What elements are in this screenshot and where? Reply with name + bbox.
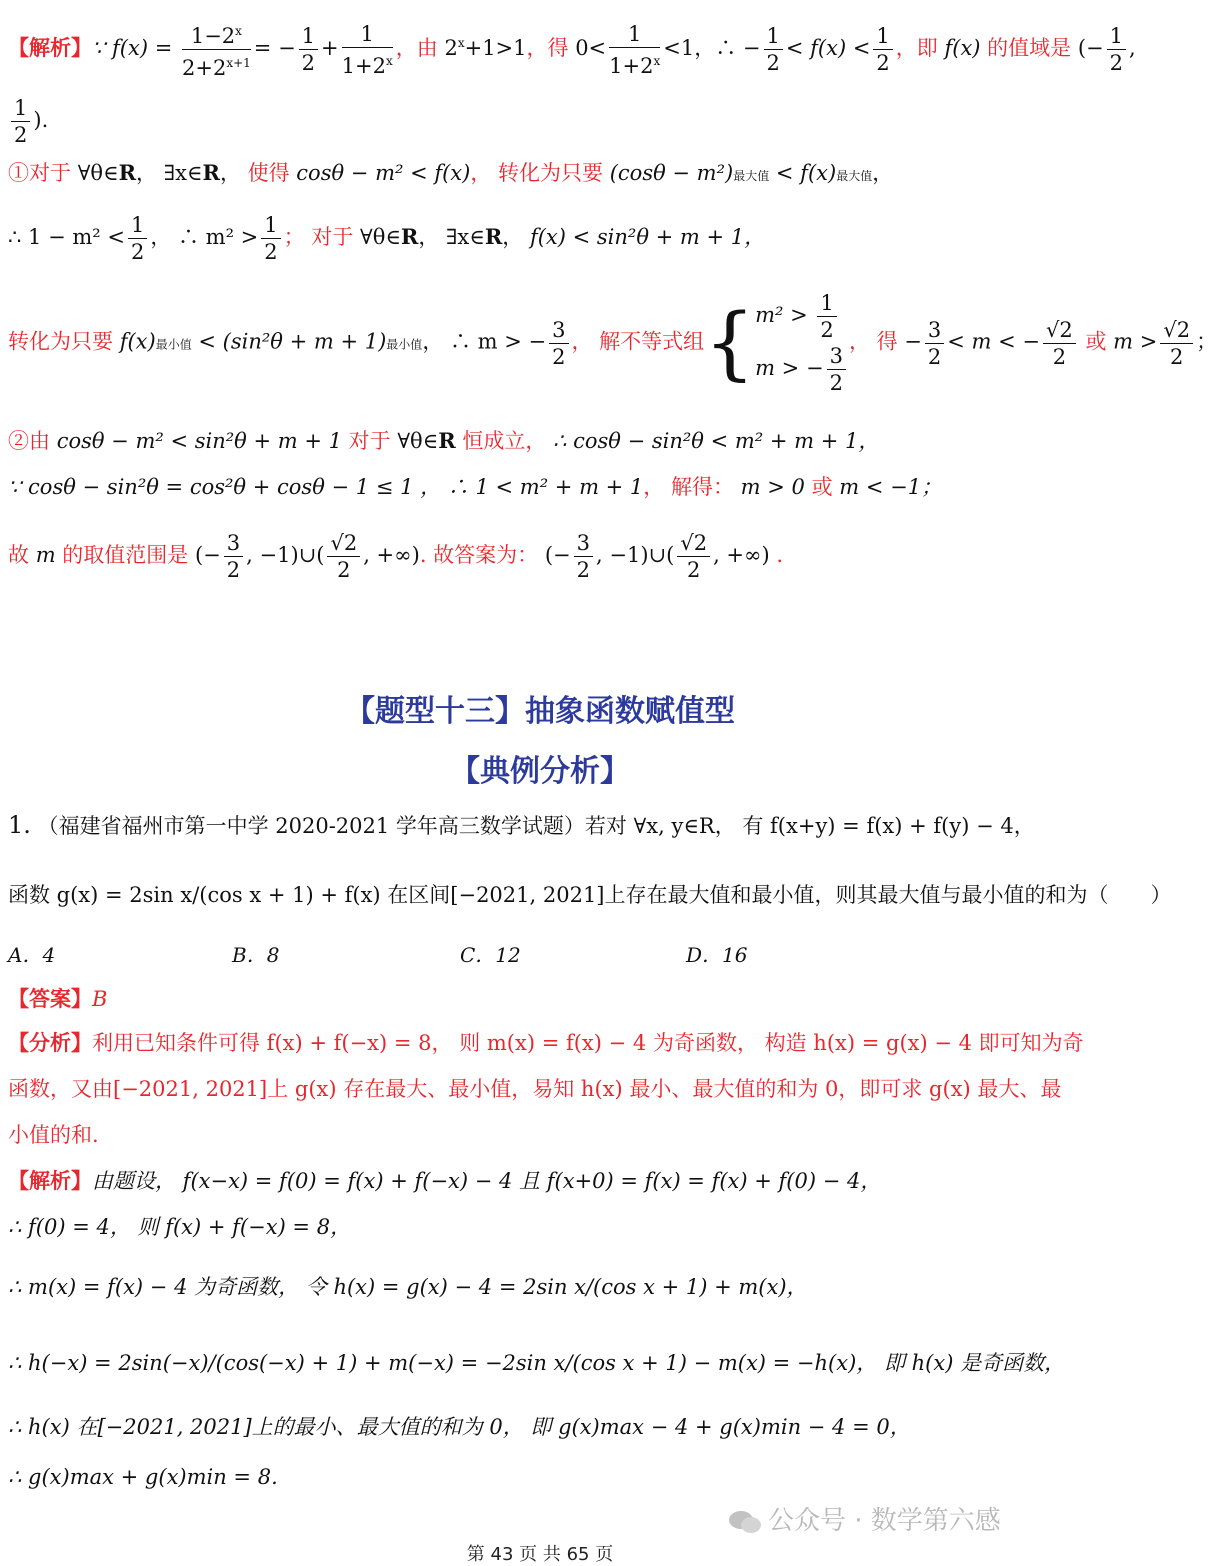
solution2-text4: ∴ h(−x) = 2sin(−x)/(cos(−x) + 1) + m(−x) = −2sin x/(cos x + 1) − m(x) = −h(x)， 即 h(x) 是奇函数， <box>8 1351 1066 1375</box>
solution2-tag: 【解析】 <box>8 1168 92 1193</box>
solution2-text1: 由题设， f(x−x) = f(0) = f(x) + f(−x) − 4 且 f(x+0) = f(x) = f(x) + f(0) − 4， <box>92 1169 882 1193</box>
solution2-line3 <box>8 1272 1072 1302</box>
section-title: 【题型十三】抽象函数赋值型 <box>345 694 735 729</box>
analysis-text2: 函数，又由[−2021, 2021]上 g(x) 存在最大、最小值，易知 h(x) 最小、最大值的和为 0，即可求 g(x) 最大、最 <box>8 1077 1062 1101</box>
solution2-text3: ∴ m(x) = f(x) − 4 为奇函数， 令 h(x) = g(x) − 4 = 2sin x/(cos x + 1) + m(x)， <box>8 1275 808 1299</box>
solution1-line6: ②由 cosθ − m² < sin²θ + m + 1 对于 ∀θ∈R 恒成立， ∴ cosθ − sin²θ < m² + m + 1， <box>8 428 880 453</box>
answer-value: B <box>92 987 108 1011</box>
page-footer: 第 43 页 共 65 页 <box>466 1544 614 1565</box>
solution2-line2 <box>8 1212 1072 1242</box>
solution1-line5: 转化为只要 f(x)最小值 < (sin²θ + m + 1)最小值， ∴ m > − $\frac{3}{2}$ ， 解不等式组{ m² > $\frac{1}{2}$ m > − $\frac{3}{2}$ ， 得 − $\frac{3}{2}$ < m < − $\frac{√2}{2}$ 或 m > $\frac{√2}{2}$ ； <box>8 291 1217 395</box>
option-b: B．8 <box>232 943 280 967</box>
solution1-line4: ∴ 1 − m² < $\frac{1}{2}$ ， ∴ m² > $\frac{1}{2}$ ； 对于 ∀θ∈R， ∃x∈R， f(x) < sin²θ + m + 1， <box>8 213 766 264</box>
option-d: D．16 <box>686 943 748 967</box>
problem-line2 <box>8 880 1172 910</box>
solution1-line8: 故 m 的取值范围是 (− $\frac{3}{2}$ , −1)∪( $\frac{√2}{2}$ , +∞). 故答案为： (− $\frac{3}{2}$ , −1)∪( $\frac{√2}{2}$ , +∞) . <box>8 531 784 582</box>
analysis-text1: 利用已知条件可得 f(x) + f(−x) = 8， 则 m(x) = f(x) − 4 为奇函数， 构造 h(x) = g(x) − 4 即可知为奇 <box>92 1031 1084 1055</box>
solution1-line2: $\frac{1}{2}$ ). <box>8 95 1072 148</box>
watermark-text: 公众号 · 数学第六感 <box>768 1506 1001 1536</box>
problem-stem-line1: （福建省福州市第一中学 2020-2021 学年高三数学试题）若对 ∀x, y∈R， 有 f(x+y) = f(x) + f(y) − 4， <box>37 814 1035 838</box>
analysis-text3: 小值的和. <box>8 1123 99 1147</box>
answer-line <box>8 984 1072 1014</box>
solution2-line4 <box>8 1348 1072 1378</box>
wechat-icon <box>728 1509 762 1535</box>
analysis-line3 <box>8 1120 1072 1150</box>
solution2-line1 <box>8 1166 1072 1196</box>
analysis-line2 <box>8 1074 1072 1104</box>
solution2-line5 <box>8 1412 1072 1442</box>
solution1-line7: ∵ cosθ − sin²θ = cos²θ + cosθ − 1 ≤ 1 ， ∴ 1 < m² + m + 1， 解得： m > 0 或 m < −1； <box>8 475 943 499</box>
option-c: C．12 <box>460 943 521 967</box>
watermark <box>728 1500 1001 1537</box>
problem-line1 <box>8 810 1072 841</box>
solution2-text2: ∴ f(0) = 4， 则 f(x) + f(−x) = 8， <box>8 1215 352 1239</box>
solution2-text5: ∴ h(x) 在[−2021, 2021]上的最小、最大值的和为 0， 即 g(x)max − 4 + g(x)min − 4 = 0， <box>8 1415 911 1439</box>
section-subtitle: 【典例分析】 <box>450 754 630 789</box>
option-a: A．4 <box>8 943 56 967</box>
analysis-tag: 【分析】 <box>8 1030 92 1055</box>
solution1-line1: 【解析】∵ f(x) = $\frac{1-2^x}{2+2^{x+1}}$ = − $\frac{1}{2}$ + $\frac{1}{1+2^x}$ ，由 $2^x+1>1$，得 0< $\frac{1}{1+2^x}$ <1，∴ − $\frac{1}{2}$ < f(x) < $\frac{1}{2}$ ，即 f(x) 的值域是 (− $\frac{1}{2}$ , <box>8 18 1072 81</box>
solution2-line6 <box>8 1462 1072 1492</box>
problem-stem-line2: 函数 g(x) = 2sin x/(cos x + 1) + f(x) 在区间[−2021, 2021]上存在最大值和最小值，则其最大值与最小值的和为（ ） <box>8 883 1172 907</box>
analysis-line1 <box>8 1028 1084 1058</box>
solution1-line3: ①对于 ∀θ∈R， ∃x∈R， 使得 cosθ − m² < f(x)， 转化为只要 (cosθ − m²)最大值 < f(x)最大值， <box>8 160 894 185</box>
solution1-tag: 【解析】 <box>8 35 92 60</box>
problem-number: 1. <box>8 811 31 839</box>
solution2-text6: ∴ g(x)max + g(x)min = 8. <box>8 1465 278 1489</box>
answer-tag: 【答案】 <box>8 986 92 1011</box>
